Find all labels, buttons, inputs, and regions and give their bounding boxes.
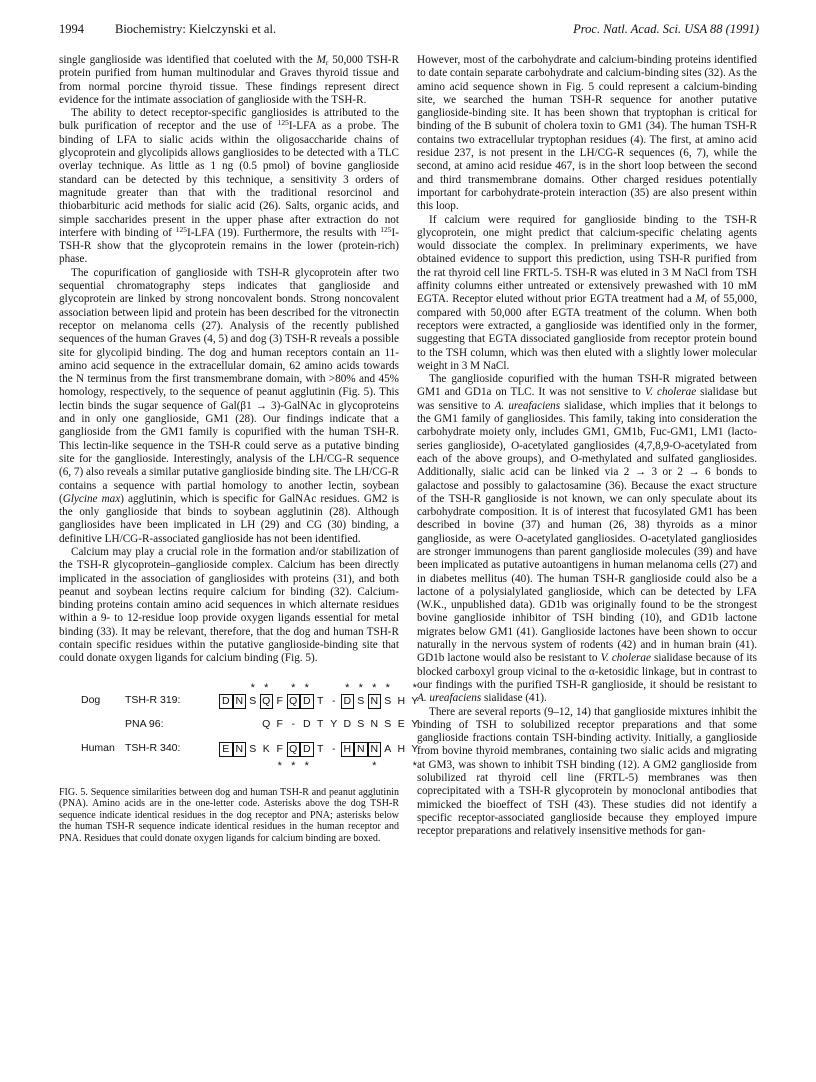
residue: H bbox=[341, 742, 355, 757]
residue: N bbox=[233, 742, 247, 757]
residue: Q bbox=[260, 694, 274, 709]
sequence-label: PNA 96: bbox=[125, 717, 164, 730]
page-number: 1994 bbox=[59, 22, 84, 36]
paragraph: The ganglioside copurified with the human TSH-R migrated between GM1 and GD1a on TLC. It was not sensitive to V. cholerae sialidase but was sensitive to A. ureafaciens sialidase, which implies that it belongs to the GM1 family of gangliosides. This family, taking into consideration the carbohydrate moiety only, includes GM1, GM1b, Fuc-GM1, LM1 (lacto-series ganglioside), O-acetylated gangliosides (4,7,8,9-O-acetylated from each of the above groups), and O-methylated and sulfated gangliosides. Additionally, sialic acid can be linked via 2 → 3 or 2 → 6 bonds to galactose and possibly to galactosamine (36). Because the exact structure of the TSH-R ganglioside is not known, we can only speculate about its carbohydrate composition. It is of interest that fucosylated GM1 has been described in bovine (37) and human (26, 38) thyroids as a minor ganglioside, as were O-acetylated gangliosides. O-acetylated gangliosides are stronger immunogens than parent ganglioside molecules (39) and have been implicated as putative autoantigens in human melanoma cells (27) and in diabetes mellitus (40). The human TSH-R ganglioside could also be a lactone of a polysialylated ganglioside, which can be detected by LFA (W.K., unpublished data). GD1b was originally found to be the strongest bovine ganglioside inhibitor of TSH binding (10), and GD1b lactone migrates below GM1 (41). Ganglioside lactones have been shown to occur naturally in the nervous system of rodents (42) and in human brain (41). GD1b lactone would also be resistant to V. cholerae sialidase because of its blocked carboxyl group vicinal to the α-ketosidic linkage, but in contrast to our findings with the purified TSH-R ganglioside, it should be resistant to A. ureafaciens sialidase (41). bbox=[417, 373, 758, 705]
residue: S bbox=[384, 694, 392, 707]
residue: N bbox=[233, 694, 247, 709]
sequence bbox=[219, 694, 422, 709]
paragraph: single ganglioside was identified that coeluted with the $M_r$ 50,000 TSH-R protein purified from human multinodular and Graves thyroid tissue and from normal porcine thyroid tissue. These findings represent direct evidence for the intimate association of ganglioside with the TSH-R. bbox=[59, 54, 399, 106]
residue: D bbox=[343, 717, 352, 730]
journal-title: Biochemistry: Kielczynski et al. bbox=[115, 22, 277, 36]
residue: - bbox=[291, 717, 295, 730]
residue: H bbox=[397, 742, 406, 755]
figure-5 bbox=[59, 681, 419, 844]
residue: S bbox=[357, 694, 365, 707]
residue: D bbox=[341, 694, 355, 709]
residue: Y bbox=[411, 694, 419, 707]
residue: T bbox=[317, 742, 324, 755]
top-asterisks: * * * * * * * * * bbox=[250, 681, 417, 694]
residue: D bbox=[302, 717, 311, 730]
residue: Q bbox=[287, 742, 301, 757]
residue: E bbox=[219, 742, 233, 757]
paragraph: Calcium may play a crucial role in the formation and/or stabilization of the TSH-R glycoprotein–ganglioside complex. Calcium has been directly implicated in the association of gangliosides with proteins (31), and both peanut and soybean lectins require calcium for binding (32). Calcium-binding proteins contain amino acid sequences in which alternate residues within a 9- to 12-residue loop provide oxygen ligands essential for metal binding (33). It may be relevant, therefore, that the dog and human TSH-R contain specific residues within the putative ganglioside-binding site that could donate oxygen ligands for calcium binding (Fig. 5). bbox=[59, 545, 399, 665]
residue: S bbox=[249, 742, 257, 755]
paragraph: The copurification of ganglioside with TSH-R glycoprotein after two sequential chromatography steps indicates that ganglioside and glycoprotein are linked by strong noncovalent bonds. Strong noncovalent association between lipid and protein has been described for the vitronectin receptor on melanoma cells (27). Analysis of the recently published sequences of the human Graves (4, 5) and dog (3) TSH-R reveals a possible site for glycolipid binding. The dog and human receptors contain an 11-amino acid sequence in the extracellular domain, 62 amino acids towards the N terminus from the first transmembrane domain, with >80% and 45% homology, respectively, to the sequence of peanut agglutinin (Fig. 5). This lectin binds the sugar sequence of Gal(β1 → 3)-GalNAc in glycoproteins and in only one ganglioside, GM1 (28). Our findings indicate that a ganglioside from the GM1 family is copurified with the human TSH-R. This lectin-like sequence in the TSH-R could serve as a putative binding site for the ganglioside. Interestingly, analysis of the LH/CG-R sequence (6, 7) also reveals a similar putative ganglioside binding site. The LH/CG-R contains a sequence with partial homology to another lectin, soybean (Glycine max) agglutinin, which is specific for GalNAc residues. GM2 is the only ganglioside that binds to soybean agglutinin (28). Although gangliosides have been implicated in LH (29) and CG (30) binding, a definitive LH/CG-R-associated ganglioside has not been identified. bbox=[59, 266, 400, 545]
residue: N bbox=[354, 742, 368, 757]
residue: K bbox=[262, 742, 270, 755]
residue: F bbox=[276, 694, 283, 707]
residue: A bbox=[384, 742, 392, 755]
residue: S bbox=[357, 717, 365, 730]
sequence-label: TSH-R 319: bbox=[125, 693, 181, 706]
species-label: Dog bbox=[81, 693, 101, 706]
residue: F bbox=[276, 717, 283, 730]
residue: Y bbox=[411, 717, 419, 730]
residue: - bbox=[332, 742, 336, 755]
sequence bbox=[219, 742, 422, 757]
residue: Q bbox=[262, 717, 271, 730]
left-column bbox=[59, 54, 419, 844]
right-column bbox=[417, 54, 757, 839]
sequence-label: TSH-R 340: bbox=[125, 741, 181, 754]
residue: N bbox=[368, 694, 382, 709]
paragraph: However, most of the carbohydrate and calcium-binding proteins identified to date contain separate carbohydrate and calcium-binding sites (32). As the amino acid sequence shown in Fig. 5 could represent a calcium-binding site, we searched the human TSH-R sequence for another putative ganglioside-binding site. It has been shown that tryptophan is critical for binding of the B subunit of cholera toxin to GM1 (34). The human TSH-R contains two extracellular tryptophan residues (4). The first, at amino acid residue 237, is not present in the LH/CG-R sequences (6, 7), while the second, at amino acid residue 467, is in the short loop between the second and third transmembrane domains. Other charged residues potentially important for carbohydrate-protein interaction (35) are also present within this loop. bbox=[417, 54, 757, 213]
residue: T bbox=[317, 694, 324, 707]
species-label: Human bbox=[81, 741, 115, 754]
residue: F bbox=[276, 742, 283, 755]
residue: S bbox=[249, 694, 257, 707]
residue: D bbox=[300, 742, 314, 757]
journal-citation: Proc. Natl. Acad. Sci. USA 88 (1991) bbox=[573, 22, 759, 36]
residue: H bbox=[397, 694, 406, 707]
figure-caption: FIG. 5. Sequence similarities between dog and human TSH-R and peanut agglutinin (PNA). Amino acids are in the one-letter code. Asterisks above the dog TSH-R sequence indicate identical residues in the dog receptor and PNA; asterisks below the human TSH-R sequence indicate identical residues in the human receptor and PNA. Residues that could donate oxygen ligands for calcium binding are boxed. bbox=[59, 786, 399, 844]
paragraph: There are several reports (9–12, 14) that ganglioside mixtures inhibit the binding of TSH to solubilized receptor preparations and that some ganglioside fractions contain TSH-binding activity. Initially, a ganglioside from bovine thyroid membranes, containing two sialic acids and migrating at GM3, was shown to inhibit TSH binding (12). A GM2 ganglioside from solubilized rat thyroid cell line (FRTL-5) membranes was then coprecipitated with a TSH-R glycoprotein by monoclonal antibodies that mimicked the bioeffect of TSH (43). These studies did not identify a specific receptor-associated ganglioside because they employed impure receptor preparations and relatively insensitive methods for gan- bbox=[417, 705, 757, 838]
residue: - bbox=[332, 694, 336, 707]
residue: D bbox=[219, 694, 233, 709]
running-header bbox=[59, 22, 759, 42]
residue: Y bbox=[411, 742, 419, 755]
residue: Q bbox=[287, 694, 301, 709]
residue: N bbox=[370, 717, 379, 730]
residue: E bbox=[397, 717, 405, 730]
bottom-asterisks: * * * * * bbox=[277, 759, 417, 772]
residue: S bbox=[384, 717, 392, 730]
residue: D bbox=[300, 694, 314, 709]
paragraph: If calcium were required for ganglioside binding to the TSH-R glycoprotein, one might predict that calcium-specific chelating agents would dissociate the complex. In preliminary experiments, we have obtained evidence to support this prediction, using TSH-R purified from the rat thyroid cell line FRTL-5. TSH-R was eluted in 3 M NaCl from TSH affinity columns either untreated or extensively prewashed with 10 mM EGTA. Receptor eluted without prior EGTA treatment had a $M_r$ of 55,000, compared with 50,000 after EGTA treatment of the column. When both receptors were extracted, a ganglioside was identified only in the former, suggesting that EGTA dissociated ganglioside from receptor protein bound to the TSH column, which was then eluted with a slightly lower molecular weight in 3 M NaCl. bbox=[417, 213, 757, 372]
paragraph: The ability to detect receptor-specific gangliosides is attributed to the bulk purification of receptor and the use of $^{125}$I-LFA as a probe. The binding of LFA to sialic acids within the oligosaccharide chains of glycoprotein and glycolipids allows gangliosides to be detected with a TLC overlay technique. As little as 1 ng (0.5 pmol) of bovine ganglioside standard can be detected by this technique, a sensitivity 3 orders of magnitude greater than that with the traditional resorcinol and thiobarbituric acid methods for sialic acid (26). Salts, organic acids, and simple saccharides present in the upper phase after extraction do not interfere with binding of $^{125}$I-LFA (19). Furthermore, the results with $^{125}$I-TSH-R show that the glycoprotein remains in the lower (protein-rich) phase. bbox=[59, 107, 399, 266]
residue: T bbox=[317, 717, 324, 730]
sequence bbox=[219, 718, 422, 731]
residue: N bbox=[368, 742, 382, 757]
residue: Y bbox=[330, 717, 338, 730]
